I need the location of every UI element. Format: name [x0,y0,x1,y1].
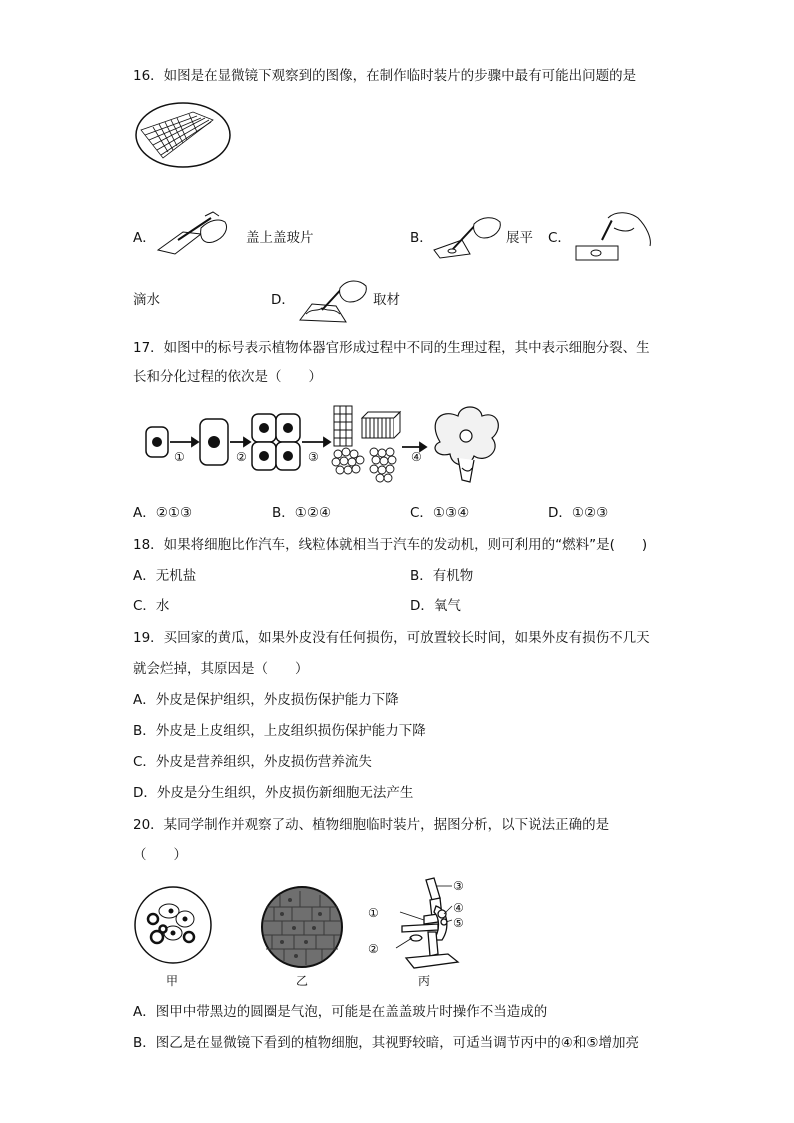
q17-process-diagram [140,402,500,487]
q16-option-a-label[interactable]: A． [133,230,156,246]
q19-stem-cont: 就会烂掉，其原因是（ ） [133,661,309,677]
q18-option-a[interactable]: A．无机盐 [133,568,197,584]
q20-stem-cont: （ ） [133,847,187,863]
q20-scope-mark-1: ① [368,906,379,920]
q17-step-1: ① [174,450,185,464]
q20-scope-mark-3: ③ [453,879,464,893]
q20-scope-mark-4: ④ [453,901,464,915]
q20-figure-jia-animal-cells [133,885,213,965]
q20-option-b[interactable]: B．图乙是在显微镜下看到的植物细胞，其视野较暗，可适当调节丙中的④和⑤增加亮 [133,1035,639,1051]
q17-stem-cont: 长和分化过程的依次是（ ） [133,369,322,385]
q16-micrograph-figure [133,100,233,170]
q17-step-2: ② [236,450,247,464]
q20-figure-yi-plant-cells [260,885,344,969]
q18-option-b[interactable]: B．有机物 [410,568,474,584]
q20-figure-bing-label: 丙 [418,974,431,988]
q17-option-c[interactable]: C．①③④ [410,505,470,521]
q17-step-4: ④ [411,450,422,464]
q17-step-3: ③ [308,450,319,464]
q17-option-b[interactable]: B．①②④ [272,505,332,521]
q19-option-b[interactable]: B．外皮是上皮组织，上皮组织损伤保护能力下降 [133,723,426,739]
q16-option-d-text: 取材 [373,292,400,308]
q16-option-c-text: 滴水 [133,292,160,308]
q18-stem: 18．如果将细胞比作汽车，线粒体就相当于汽车的发动机，则可利用的“燃料”是( ) [133,537,648,553]
q17-option-d[interactable]: D．①②③ [548,505,609,521]
q16-sampling-illustration [296,274,372,326]
q19-option-a[interactable]: A．外皮是保护组织，外皮损伤保护能力下降 [133,692,399,708]
q16-option-c-label[interactable]: C． [548,230,571,246]
q17-stem: 17．如图中的标号表示植物体器官形成过程中不同的生理过程，其中表示细胞分裂、生 [133,340,650,356]
q16-dropper-illustration [574,210,654,262]
q17-option-a[interactable]: A．②①③ [133,505,193,521]
q16-option-b-label[interactable]: B． [410,230,433,246]
q19-option-d[interactable]: D．外皮是分生组织，外皮损伤新细胞无法产生 [133,785,414,801]
q20-figure-yi-label: 乙 [296,974,309,988]
q16-stem: 16．如图是在显微镜下观察到的图像，在制作临时装片的步骤中最有可能出问题的是 [133,68,637,84]
q18-option-d[interactable]: D．氧气 [410,598,461,614]
q20-stem: 20．某同学制作并观察了动、植物细胞临时装片，据图分析，以下说法正确的是 [133,817,610,833]
q16-option-d-label[interactable]: D． [271,292,295,308]
q19-stem: 19．买回家的黄瓜，如果外皮没有任何损伤，可放置较长时间，如果外皮有损伤不几天 [133,630,650,646]
q20-figure-jia-label: 甲 [166,974,179,988]
q16-option-b-text: 展平 [506,230,533,246]
q20-option-a[interactable]: A．图甲中带黑边的圆圈是气泡，可能是在盖盖玻片时操作不当造成的 [133,1004,548,1020]
q19-option-c[interactable]: C．外皮是营养组织，外皮损伤营养流失 [133,754,372,770]
q16-cover-slip-illustration [153,210,238,260]
q18-option-c[interactable]: C．水 [133,598,170,614]
q20-scope-mark-5: ⑤ [453,916,464,930]
q16-spreading-illustration [432,210,504,260]
q20-scope-mark-2: ② [368,942,379,956]
q16-option-a-text: 盖上盖玻片 [246,230,314,246]
